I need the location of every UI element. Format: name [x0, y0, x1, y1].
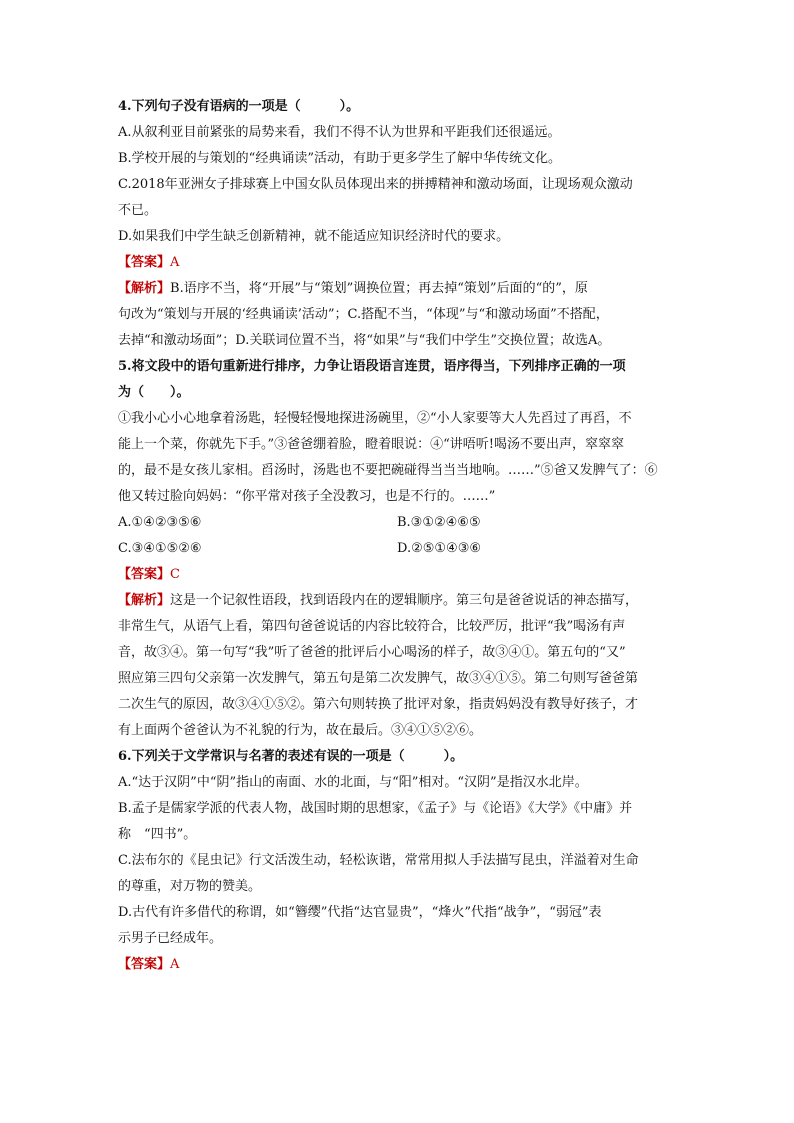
answer-value: C	[170, 567, 180, 582]
question-5-option-a: A.①④②③⑤⑥	[118, 515, 202, 530]
answer-tag: 【答案】	[118, 255, 171, 270]
question-5-answer	[118, 562, 676, 588]
question-5-option-b: B.③①②④⑥⑤	[397, 515, 481, 530]
question-4-option-c-line1: C.2018年亚洲女子排球赛上中国女队员体现出来的拼搏精神和激动场面，让现场观众激动	[118, 177, 633, 192]
question-5-explanation-line6: 有上面两个爸爸认为不礼貌的行为，故在最后。③④①⑤②⑥。	[118, 723, 483, 738]
question-5-passage-line3: 的，最不是女孩儿家相。舀汤时，汤匙也不要把碗碰得当当当地响。……”⑤爸又发脾气了：⑥	[118, 463, 658, 478]
question-6-option-d-line2: 示男子已经成年。	[118, 931, 223, 946]
question-5-title-line1: 5.将文段中的语句重新进行排序，力争让语段语言连贯，语序得当，下列排序正确的一项	[118, 359, 626, 374]
explanation-tag: 【解析】	[118, 281, 171, 296]
question-6-option-c-line2: 的尊重，对万物的赞美。	[118, 879, 262, 894]
question-6-option-b-line2: 称 “四书”。	[118, 827, 197, 842]
question-5-options-row2	[118, 536, 676, 562]
question-5-passage-line2: 能上一个菜，你就先下手。”③爸爸绷着脸，瞪着眼说：④“讲唔听!喝汤不要出声，窣窣窣	[118, 437, 625, 452]
question-5-option-d: D.②⑤①④③⑥	[397, 541, 482, 556]
question-5-option-c: C.③④①⑤②⑥	[118, 541, 202, 556]
question-5-title-line2: 为（ ）。	[118, 385, 190, 400]
question-5-passage-line4: 他又转过脸向妈妈：“你平常对孩子全没教习，也是不行的。……”	[118, 489, 496, 504]
explanation-tag: 【解析】	[118, 593, 171, 608]
question-4-explanation-line2: 句改为“策划与开展的‘经典诵读’活动”；C.搭配不当，“体现”与“和激动场面”不搭配，	[118, 307, 609, 322]
question-5-options-row1	[118, 510, 676, 536]
question-5-explanation-line2: 非常生气，从语气上看，第四句爸爸说话的内容比较符合，比较严厉，批评“我”喝汤有声	[118, 619, 626, 634]
question-4-title: 4.下列句子没有语病的一项是（ ）。	[118, 99, 360, 114]
question-6-answer	[118, 952, 676, 978]
question-4-explanation-line3: 去掉“和激动场面”；D.关联词位置不当，将“如果”与“我们中学生”交换位置；故选A。	[118, 333, 611, 348]
answer-tag: 【答案】	[118, 567, 171, 582]
question-4-option-d: D.如果我们中学生缺乏创新精神，就不能适应知识经济时代的要求。	[118, 229, 510, 244]
answer-tag: 【答案】	[118, 957, 171, 972]
question-4-option-b: B.学校开展的与策划的“经典诵读”活动，有助于更多学生了解中华传统文化。	[118, 151, 561, 166]
question-6-title: 6.下列关于文学常识与名著的表述有误的一项是（ ）。	[118, 749, 464, 764]
question-6-option-c-line1: C.法布尔的《昆虫记》行文活泼生动，轻松诙谐，常常用拟人手法描写昆虫，洋溢着对生命	[118, 853, 639, 868]
question-4-option-a: A.从叙利亚目前紧张的局势来看，我们不得不认为世界和平距我们还很遥远。	[118, 125, 561, 140]
question-6-option-d-line1: D.古代有许多借代的称谓，如“簪缨”代指“达官显贵”，“烽火”代指“战争”，“弱冠”表	[118, 905, 602, 920]
question-5-explanation-line5: 二次生气的原因，故③④①⑤②。第六句则转换了批评对象，指责妈妈没有教导好孩子，才	[118, 697, 639, 712]
question-5-explanation-line4: 照应第三四句父亲第一次发脾气，第五句是第二次发脾气，故③④①⑤。第二句则写爸爸第	[118, 671, 639, 686]
question-5-passage-line1: ①我小心小心地拿着汤匙，轻慢轻慢地探进汤碗里，②“小人家要等大人先舀过了再舀，不	[118, 411, 632, 426]
question-6-option-b-line1: B.孟子是儒家学派的代表人物，战国时期的思想家，《孟子》与《论语》《大学》《中庸》并	[118, 801, 633, 816]
question-4-explanation-line1: 【解析】B.语序不当，将“开展”与“策划”调换位置；再去掉“策划”后面的“的”，原	[118, 281, 588, 296]
question-5-explanation-line1: 【解析】这是一个记叙性语段，找到语段内在的逻辑顺序。第三句是爸爸说话的神态描写，	[118, 593, 639, 608]
question-4-answer	[118, 250, 676, 276]
question-5-explanation-line3: 音，故③④。第一句写“我”听了爸爸的批评后小心喝汤的样子，故③④①。第五句的“又”	[118, 645, 626, 660]
answer-value: A	[170, 255, 180, 270]
question-6-option-a: A.“达于汉阴”中“阴”指山的南面、水的北面，与“阳”相对。“汉阴”是指汉水北岸。	[118, 775, 588, 790]
answer-value: A	[170, 957, 180, 972]
question-4-option-c-line2: 不已。	[118, 203, 158, 218]
document-content	[118, 94, 676, 978]
